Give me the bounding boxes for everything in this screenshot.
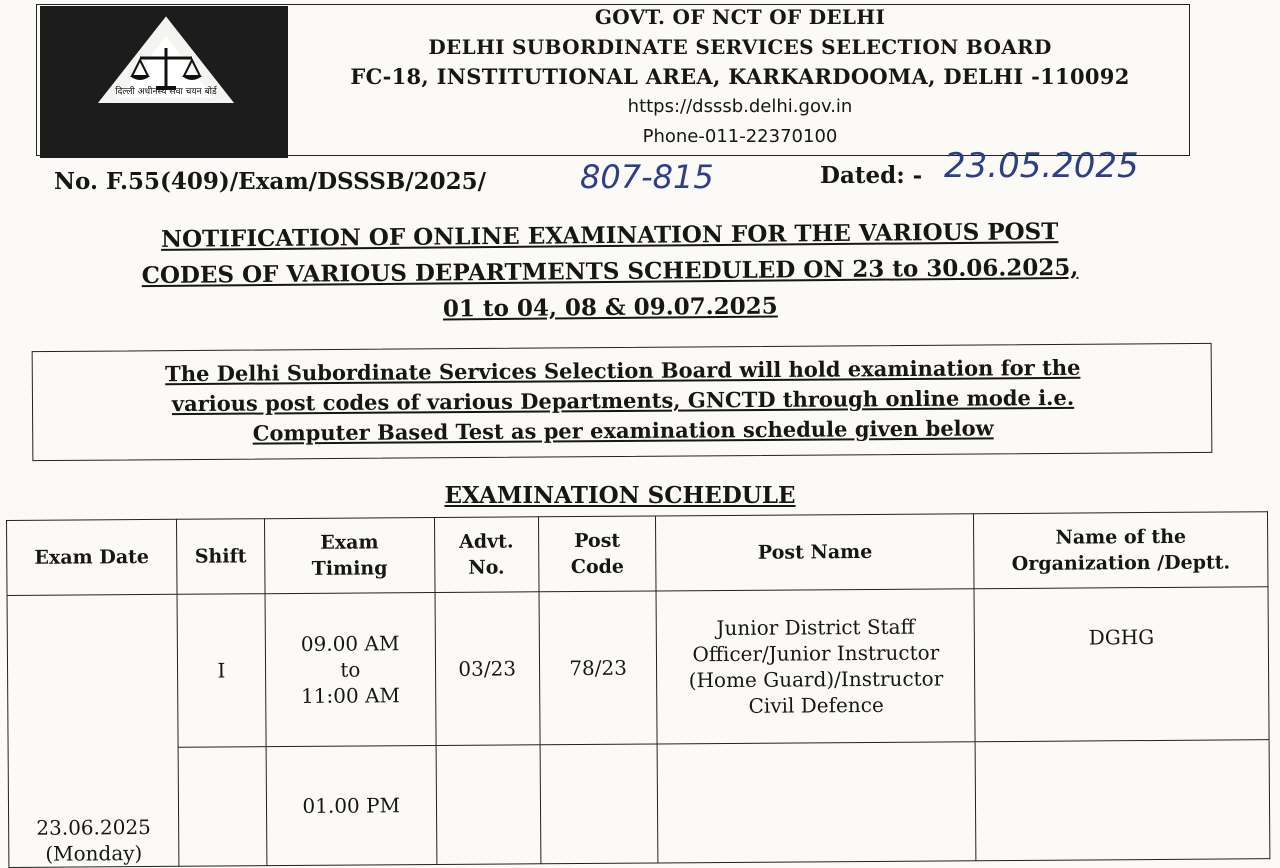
table-row: [7, 587, 1269, 749]
table-header-row: [7, 512, 1268, 596]
col-header-post-name: Post Name: [656, 514, 974, 591]
cell-exam-date: [7, 594, 179, 867]
post-name-text: Civil Defence: [748, 692, 884, 718]
timing-text: 09.00 AM: [300, 631, 400, 656]
intro-line: The Delhi Subordinate Services Selection Board will hold examination for the: [165, 354, 1081, 387]
notification-title-line: NOTIFICATION OF ONLINE EXAMINATION FOR THE VARIOUS POST: [160, 218, 1059, 253]
cell-exam-timing: 01.00 PM: [266, 746, 437, 866]
header-text: No.: [468, 556, 505, 579]
cell-post-name: [658, 742, 977, 863]
govt-name: GOVT. OF NCT OF DELHI: [594, 5, 886, 29]
dated-label: Dated: -: [820, 162, 923, 189]
intro-box: [32, 343, 1213, 461]
col-header-exam-timing: [264, 518, 434, 594]
exam-date-text: 23.06.2025: [36, 814, 151, 840]
reference-number: No. F.55(409)/Exam/DSSSB/2025/: [54, 168, 487, 195]
schedule-table: [6, 511, 1270, 868]
notification-title: [60, 213, 1161, 331]
header-text: Exam: [320, 531, 379, 554]
board-address: FC-18, INSTITUTIONAL AREA, KARKARDOOMA, DELHI -110092: [350, 64, 1130, 89]
col-header-exam-date: Exam Date: [7, 519, 177, 595]
timing-text: 11:00 AM: [300, 683, 401, 708]
col-header-advt-no: [434, 517, 538, 593]
post-name-text: Officer/Junior Instructor: [692, 640, 940, 667]
cell-exam-timing: [265, 593, 436, 747]
schedule-title: EXAMINATION SCHEDULE: [444, 482, 796, 509]
header-text: Post: [574, 529, 621, 553]
handwritten-reference-number: 807-815: [580, 158, 714, 196]
board-name: DELHI SUBORDINATE SERVICES SELECTION BOARD: [428, 35, 1052, 59]
notification-title-line: CODES OF VARIOUS DEPARTMENTS SCHEDULED ON 23 to 30.06.2025,: [141, 253, 1079, 290]
header-text: Code: [570, 555, 625, 579]
dsssb-logo: [40, 6, 288, 158]
cell-advt-no: 03/23: [435, 592, 540, 746]
letterhead-text: [300, 2, 1180, 152]
timing-text: to: [340, 657, 361, 682]
header-text: Name of the: [1055, 525, 1187, 549]
cell-organization: [975, 740, 1270, 861]
intro-line: various post codes of various Departments, GNCTD through online mode i.e.: [171, 384, 1075, 417]
post-name-text: Junior District Staff: [716, 614, 915, 641]
reference-line: [54, 146, 1254, 202]
handwritten-date: 23.05.2025: [944, 146, 1139, 186]
col-header-organization: [974, 512, 1268, 589]
cell-organization: DGHG: [974, 587, 1269, 742]
cell-shift: I: [177, 594, 266, 748]
notification-title-line: 01 to 04, 08 & 09.07.2025: [442, 292, 778, 323]
exam-day-text: (Monday): [45, 841, 143, 866]
header-text: Timing: [311, 557, 388, 580]
cell-shift: [178, 747, 267, 867]
cell-advt-no: [436, 745, 541, 865]
intro-line: Computer Based Test as per examination schedule given below: [252, 415, 994, 446]
header-text: Advt.: [458, 530, 514, 553]
logo-motto: दिल्ली अधीनस्थ सेवा चयन बोर्ड: [115, 87, 217, 97]
header-text: Organization /Deptt.: [1011, 551, 1231, 575]
col-header-shift: Shift: [176, 519, 264, 595]
cell-post-code: 78/23: [539, 591, 658, 745]
col-header-post-code: [538, 516, 656, 592]
table-row: [8, 740, 1270, 868]
post-name-text: (Home Guard)/Instructor: [688, 666, 944, 693]
board-website[interactable]: https://dsssb.delhi.gov.in: [627, 96, 853, 117]
board-phone: Phone-011-22370100: [642, 126, 838, 147]
cell-post-code: [540, 744, 659, 864]
cell-post-name: [656, 589, 975, 744]
intro-text: [53, 352, 1194, 450]
